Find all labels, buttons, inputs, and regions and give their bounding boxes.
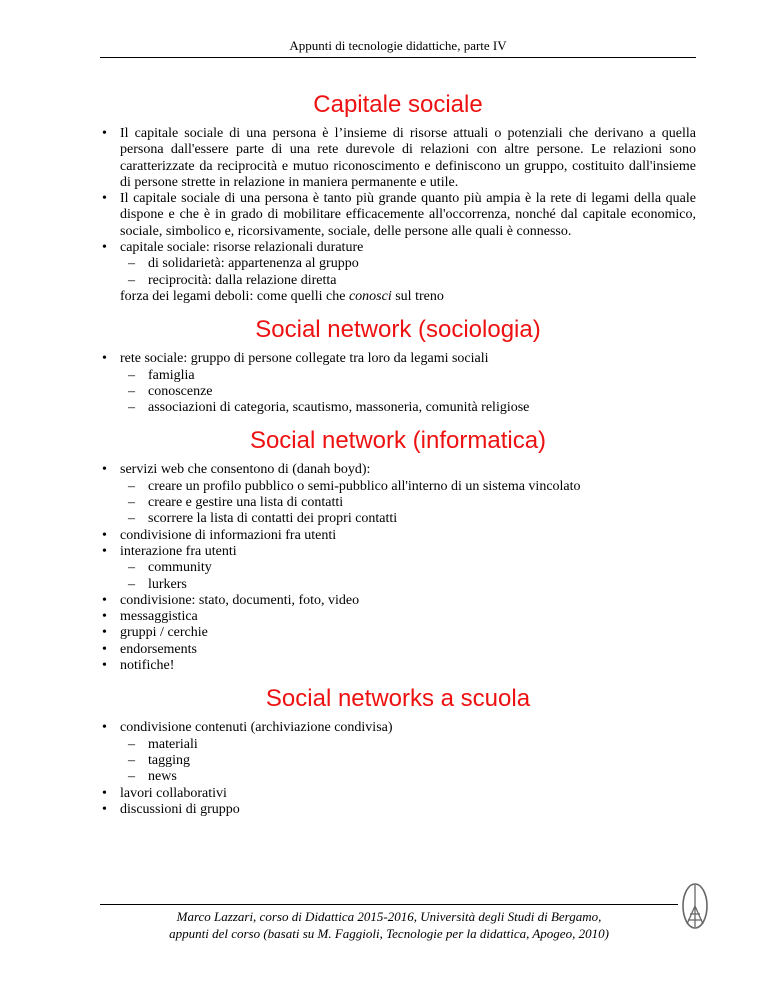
list-item xyxy=(100,528,696,544)
list-item-text: messaggistica xyxy=(120,609,198,625)
page-header: Appunti di tecnologie didattiche, parte IV xyxy=(289,38,507,53)
dash-icon: – xyxy=(128,272,135,288)
list-item-text: condivisione di informazioni fra utenti xyxy=(120,527,337,543)
bullet-icon: • xyxy=(102,641,107,657)
dash-icon: – xyxy=(128,769,135,785)
sub-list-item-text: scorrere la lista di contatti dei propri contatti xyxy=(148,511,398,527)
section-title: Social network (informatica) xyxy=(249,427,547,455)
dash-icon: – xyxy=(128,495,135,511)
dash-icon: – xyxy=(128,736,135,752)
dash-icon: – xyxy=(128,400,135,416)
sub-list-item-text: tagging xyxy=(148,752,190,768)
bullet-icon: • xyxy=(102,658,107,674)
sub-list-item xyxy=(120,273,696,289)
sub-list-item-text: materiali xyxy=(148,736,198,752)
list-item xyxy=(100,191,696,240)
sub-list-item-text: reciprocità: dalla relazione diretta xyxy=(148,272,337,288)
bullet-icon: • xyxy=(102,801,107,817)
bullet-icon: • xyxy=(102,543,107,559)
dash-icon: – xyxy=(128,367,135,383)
list-item xyxy=(100,609,696,625)
sub-list-item xyxy=(120,560,696,576)
peace-eiffel-logo-icon xyxy=(680,880,710,932)
sub-list xyxy=(120,560,696,593)
list-item-text: interazione fra utenti xyxy=(120,543,237,559)
list-item xyxy=(100,786,696,802)
sub-list-item xyxy=(120,368,696,384)
list-item-text: servizi web che consentono di (danah boyd): xyxy=(120,462,371,478)
sub-list-item-text: associazioni di categoria, scautismo, massoneria, comunità religiose xyxy=(148,400,530,416)
list-item xyxy=(100,126,696,191)
sub-list-item xyxy=(120,256,696,272)
sub-list xyxy=(120,479,696,528)
list-item xyxy=(100,720,696,785)
footer-line-1: Marco Lazzari, corso di Didattica 2015-2016, Università degli Studi di Bergamo, xyxy=(176,909,602,924)
sub-list xyxy=(120,737,696,786)
list-item-text: condivisione contenuti (archiviazione condivisa) xyxy=(120,720,393,736)
footer-rule xyxy=(100,904,678,905)
sub-list-item-text: di solidarietà: appartenenza al gruppo xyxy=(148,256,359,272)
sub-list-item-text: famiglia xyxy=(148,367,195,383)
sub-list-item xyxy=(120,511,696,527)
sub-list-item-text: creare un profilo pubblico o semi-pubblico all'interno di un sistema vincolato xyxy=(148,478,581,494)
list-item-text: condivisione: stato, documenti, foto, video xyxy=(120,592,360,608)
bullet-icon: • xyxy=(102,609,107,625)
bullet-icon: • xyxy=(102,126,107,141)
list-item xyxy=(100,462,696,527)
dash-icon: – xyxy=(128,383,135,399)
list-item xyxy=(100,802,696,818)
dash-icon: – xyxy=(128,478,135,494)
bullet-icon: • xyxy=(102,351,107,367)
list-item-text: endorsements xyxy=(120,641,197,657)
list-item xyxy=(100,642,696,658)
emphasis-text: conosci xyxy=(348,288,392,304)
bullet-icon: • xyxy=(102,191,107,207)
document-body xyxy=(100,90,696,828)
section-title: Social networks a scuola xyxy=(265,685,531,713)
list-item-text: Il capitale sociale di una persona è l’insieme di risorse attuali o potenziali che derivano a quella persona dall'essere parte di una rete durevole di relazioni con altre persone. Le relazioni sono caratterizzate da reciprocità e mutuo riconoscimento e definiscono un gruppo, costituito dall'insieme di persone strette in relazione in maniera permanente e utile. xyxy=(120,126,696,190)
sub-list-item xyxy=(120,753,696,769)
list-item-text: gruppi / cerchie xyxy=(120,625,208,641)
list-item-text: capitale sociale: risorse relazionali durature xyxy=(120,240,364,256)
bullet-icon: • xyxy=(102,462,107,478)
bullet-icon: • xyxy=(102,592,107,608)
list-item-text: lavori collaborativi xyxy=(120,785,227,801)
sub-list-item-text: lurkers xyxy=(148,576,187,592)
list-item xyxy=(100,625,696,641)
bullet-icon: • xyxy=(102,625,107,641)
dash-icon: – xyxy=(128,560,135,576)
header-rule xyxy=(100,57,696,58)
trailing-line xyxy=(100,289,696,305)
sub-list-item xyxy=(120,400,696,416)
sub-list-item xyxy=(120,495,696,511)
bullet-list xyxy=(100,462,696,674)
trailing-text: sul treno xyxy=(391,288,444,304)
sub-list-item-text: conoscenze xyxy=(148,383,213,399)
dash-icon: – xyxy=(128,256,135,272)
sub-list-item xyxy=(120,737,696,753)
sub-list xyxy=(120,256,696,289)
sub-list-item xyxy=(120,479,696,495)
bullet-icon: • xyxy=(102,527,107,543)
bullet-list xyxy=(100,720,696,818)
dash-icon: – xyxy=(128,511,135,527)
bullet-icon: • xyxy=(102,785,107,801)
list-item xyxy=(100,593,696,609)
list-item xyxy=(100,351,696,416)
list-item xyxy=(100,240,696,289)
footer-line-2: appunti del corso (basati su M. Faggioli, Tecnologie per la didattica, Apogeo, 2010) xyxy=(169,926,609,941)
sub-list-item xyxy=(120,769,696,785)
list-item-text: notifiche! xyxy=(120,658,175,674)
dash-icon: – xyxy=(128,576,135,592)
sub-list xyxy=(120,368,696,417)
list-item-text: Il capitale sociale di una persona è tanto più grande quanto più ampia è la rete di legami della quale dispone e che è in grado di mobilitare efficacemente all'occorrenza, nonché dal capitale economico, sociale, simbolico e, ricorsivamente, sociale, delle persone alle quali è connesso. xyxy=(120,191,696,239)
list-item-text: discussioni di gruppo xyxy=(120,801,240,817)
trailing-text: forza dei legami deboli: come quelli che xyxy=(120,288,349,304)
bullet-list xyxy=(100,126,696,305)
list-item-text: rete sociale: gruppo di persone collegate tra loro da legami sociali xyxy=(120,351,489,367)
sub-list-item-text: community xyxy=(148,560,212,576)
list-item xyxy=(100,658,696,674)
list-item xyxy=(100,544,696,593)
section-title: Capitale sociale xyxy=(313,91,483,118)
sub-list-item-text: news xyxy=(148,769,177,785)
bullet-list xyxy=(100,351,696,416)
page-footer xyxy=(100,908,678,942)
section-title: Social network (sociologia) xyxy=(255,316,541,344)
sub-list-item-text: creare e gestire una lista di contatti xyxy=(148,495,344,511)
sub-list-item xyxy=(120,577,696,593)
bullet-icon: • xyxy=(102,720,107,736)
sub-list-item xyxy=(120,384,696,400)
dash-icon: – xyxy=(128,752,135,768)
bullet-icon: • xyxy=(102,240,107,256)
